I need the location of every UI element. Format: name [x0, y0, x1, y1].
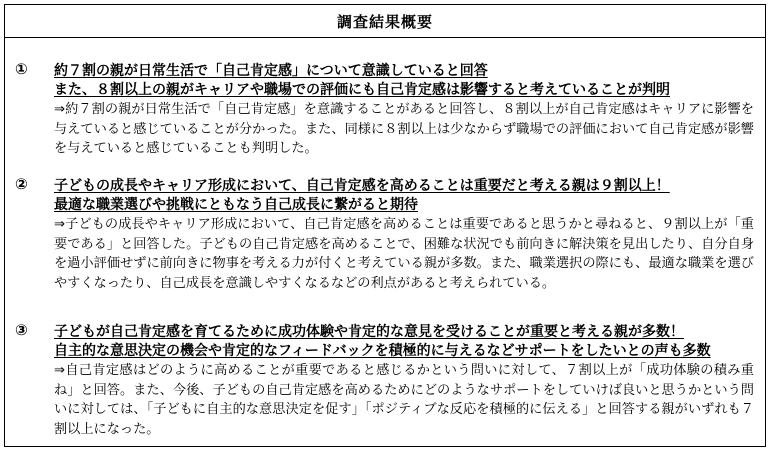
finding-headline: また、８割以上の親がキャリアや職場での評価にも自己肯定感は影響すると考えていることが判明 — [54, 82, 670, 98]
summary-box — [4, 4, 766, 447]
finding-body: ⇒約７割の親が日常生活で「自己肯定感」を意識することがあると回答し、８割以上が自己肯定感はキャリアに影響を与えていると感じていることが分かった。また、同様に８割以上は少なからず職場での評価において自己肯定感が影響を与えていると感じていることも判明した。 — [54, 102, 754, 156]
finding-number: ③ — [15, 321, 28, 339]
finding-body: ⇒自己肯定感はどのように高めることが重要であると感じるかという問いに対して、７割以上が「成功体験の積み重ね」と回答。また、今後、子どもの自己肯定感を高めるためにどのようなサポートをしていけば良いと思うかという問いに対しては、「子どもに自主的な意思決定を促す」「ポジティブな反応を積極的に伝える」と回答する親がいずれも７割以上になった。 — [54, 363, 754, 437]
finding-headline: 子どもの成長やキャリア形成において、自己肯定感を高めることは重要だと考える親は９割以上！ — [54, 178, 670, 194]
finding-headline: 自主的な意思決定の機会や肯定的なフィードバックを積極的に与えるなどサポートをしたいとの声も多数 — [54, 343, 711, 359]
finding-headline: 最適な職業選びや挑戦にともなう自己成長に繋がると期待 — [54, 197, 418, 213]
finding-number: ② — [15, 175, 28, 193]
summary-title: 調査結果概要 — [5, 5, 765, 38]
finding-body: ⇒子どもの成長やキャリア形成において、自己肯定感を高めることは重要であると思うかと尋ねると、９割以上が「重要である」と回答した。子どもの自己肯定感を高めることで、困難な状況でも前向きに解決策を見出したり、自分自身を過小評価せずに前向きに物事を考える力が付くと考えている親が多数。また、職業選択の際にも、最適な職業を選びやすくなったり、自己成長を意識しやすくなるなどの利点があると考えられている。 — [54, 217, 754, 291]
finding-headline: 約７割の親が日常生活で「自己肯定感」について意識していると回答 — [54, 63, 488, 79]
finding-number: ① — [15, 60, 28, 78]
finding-headline: 子どもが自己肯定感を育てるために成功体験や肯定的な意見を受けることが重要と考える親が多数！ — [54, 324, 684, 340]
